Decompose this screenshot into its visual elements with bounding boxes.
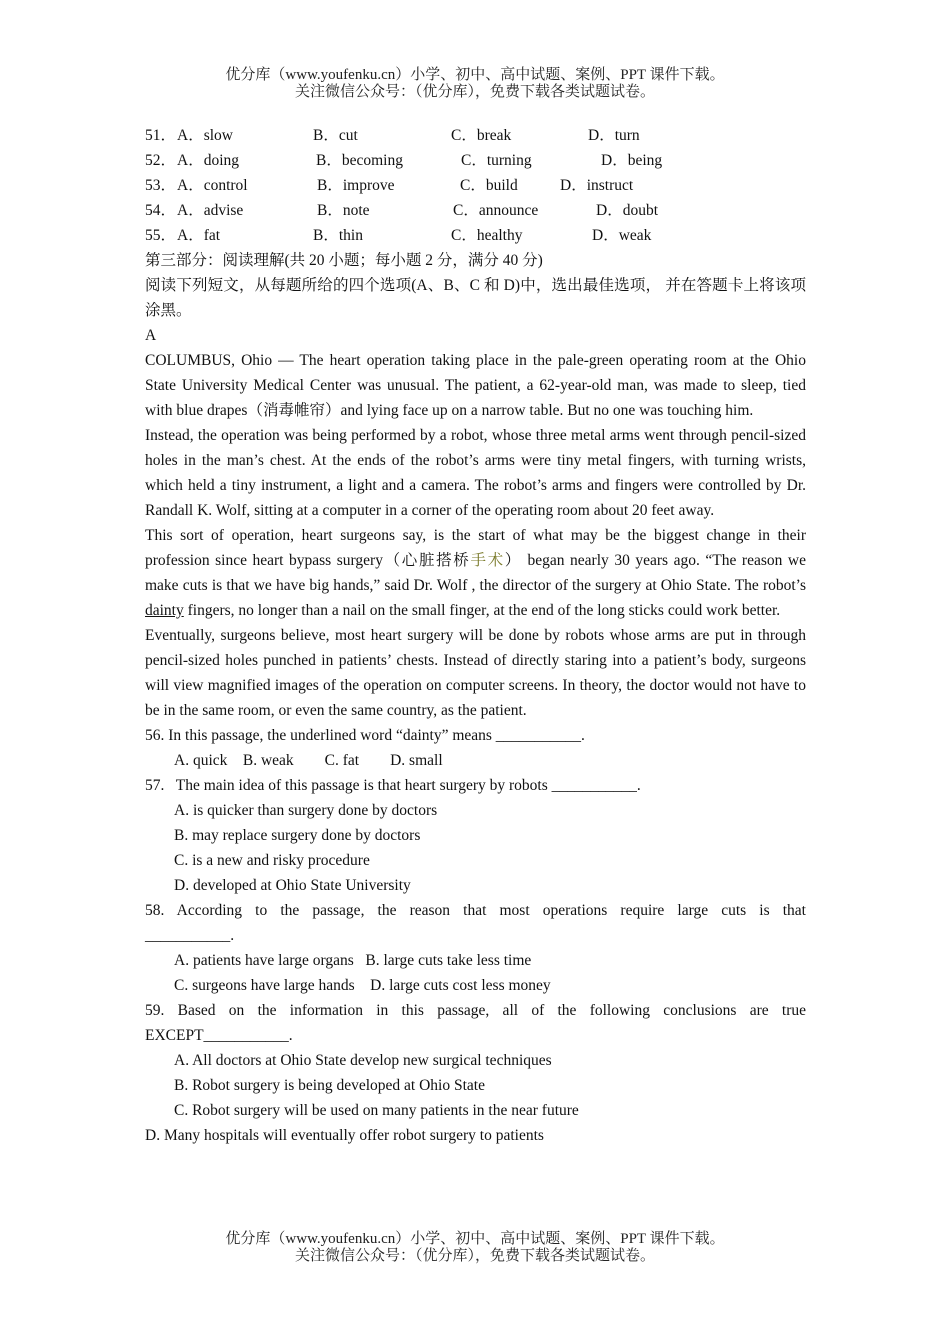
question-56-options: A. quick B. weak C. fat D. small <box>174 752 443 769</box>
paragraph-3-text: This sort of operation, heart surgeons say, is the start of what may be the biggest change in their profession since heart bypass surgery（心脏搭桥 <box>145 527 806 569</box>
question-57-option-c: C. is a new and risky procedure <box>174 852 370 869</box>
question-number: 55． <box>145 227 177 244</box>
question-57: 57. The main idea of this passage is that heart surgery by robots ___________. <box>145 777 641 794</box>
option-b: B．note <box>317 202 370 219</box>
question-56: 56. In this passage, the underlined word “dainty” means ___________. <box>145 727 585 744</box>
question-number: 54． <box>145 202 177 219</box>
question-number: 53． <box>145 177 177 194</box>
header-line-1: 优分库（www.youfenku.cn）小学、初中、高中试题、案例、PPT 课件下载。 <box>225 67 725 83</box>
option-b: B．thin <box>313 227 363 244</box>
section-instruction: 阅读下列短文，从每题所给的四个选项(A、B、C 和 D)中，选出最佳选项， 并在答题卡上将该项涂黑。 <box>145 277 806 319</box>
cloze-question-52 <box>145 148 806 173</box>
option-a: A．slow <box>177 127 233 144</box>
passage-paragraph-2: Instead, the operation was being performed by a robot, whose three metal arms went through pencil-sized holes in the man’s chest. At the ends of the robot’s arms were tiny metal fingers, with turning wrists, which held a tiny instrument, a light and a camera. The robot’s arms and fingers were controlled by Dr. Randall K. Wolf, sitting at a computer in a corner of the operating room about 20 feet away. <box>145 427 806 519</box>
option-c: C．turning <box>461 152 532 169</box>
option-d: D．turn <box>588 127 640 144</box>
cloze-question-55 <box>145 223 806 248</box>
cloze-question-54 <box>145 198 806 223</box>
page-footer <box>0 1231 950 1265</box>
cloze-question-51 <box>145 123 806 148</box>
option-c: C．break <box>451 127 512 144</box>
question-number: 52． <box>145 152 177 169</box>
question-58: 58. According to the passage, the reason that most operations require large cuts is that <box>145 902 806 919</box>
section-title: 第三部分：阅读理解(共 20 小题；每小题 2 分，满分 40 分) <box>145 252 543 269</box>
option-c: C．healthy <box>451 227 523 244</box>
question-58-options-ab: A. patients have large organs B. large cuts take less time <box>174 952 532 969</box>
exam-content <box>145 123 806 1148</box>
option-a: A．advise <box>177 202 244 219</box>
option-c: C．announce <box>453 202 539 219</box>
option-b: B．becoming <box>316 152 403 169</box>
cloze-question-53 <box>145 173 806 198</box>
option-d: D．instruct <box>560 177 634 194</box>
option-a: A．control <box>177 177 248 194</box>
question-number: 51． <box>145 127 177 144</box>
passage-label: A <box>145 327 157 344</box>
question-59-blank: EXCEPT___________. <box>145 1027 293 1044</box>
question-59-option-a: A. All doctors at Ohio State develop new surgical techniques <box>174 1052 552 1069</box>
question-59-option-b: B. Robot surgery is being developed at Ohio State <box>174 1077 485 1094</box>
option-d: D．weak <box>592 227 652 244</box>
question-57-option-d: D. developed at Ohio State University <box>174 877 411 894</box>
option-d: D．being <box>601 152 663 169</box>
header-line-2: 关注微信公众号：（优分库），免费下载各类试题试卷。 <box>294 84 655 100</box>
page-header <box>0 67 950 101</box>
question-59-option-c: C. Robot surgery will be used on many patients in the near future <box>174 1102 579 1119</box>
question-58-options-cd: C. surgeons have large hands D. large cuts cost less money <box>174 977 551 994</box>
underlined-word-dainty: dainty <box>145 602 184 619</box>
question-59-option-d: D. Many hospitals will eventually offer robot surgery to patients <box>145 1127 544 1144</box>
paragraph-3-highlight: 手术 <box>470 552 505 569</box>
option-d: D．doubt <box>596 202 659 219</box>
passage-paragraph-1: COLUMBUS, Ohio — The heart operation taking place in the pale-green operating room at the Ohio State University Medical Center was unusual. The patient, a 62-year-old man, was made to sleep, tied with blue drapes（消毒帷帘）and lying face up on a narrow table. But no one was touching him. <box>145 352 806 419</box>
paragraph-3-text: ） began nearly 30 years ago. “The reason we make cuts is that we have big hands,” said Dr. Wolf , the director of the surgery at Ohio State. The robot’s <box>145 552 806 594</box>
passage-paragraph-3 <box>145 523 806 623</box>
footer-line-1: 优分库（www.youfenku.cn）小学、初中、高中试题、案例、PPT 课件下载。 <box>225 1231 725 1247</box>
question-57-option-a: A. is quicker than surgery done by doctors <box>174 802 438 819</box>
paragraph-3-text: fingers, no longer than a nail on the small finger, at the end of the long sticks could work better. <box>183 602 781 619</box>
option-a: A．fat <box>177 227 221 244</box>
option-c: C．build <box>460 177 518 194</box>
question-59: 59. Based on the information in this passage, all of the following conclusions are true <box>145 1002 806 1019</box>
passage-paragraph-4: Eventually, surgeons believe, most heart surgery will be done by robots whose arms are put in through pencil-sized holes punched in patients’ chests. Instead of directly staring into a patient’s body, surgeons will view magnified images of the operation on computer screens. In theory, the doctor would not have to be in the same room, or even the same country, as the patient. <box>145 627 806 719</box>
option-b: B．cut <box>313 127 358 144</box>
option-a: A．doing <box>177 152 240 169</box>
option-b: B．improve <box>317 177 395 194</box>
question-58-blank: ___________. <box>145 927 235 944</box>
question-57-option-b: B. may replace surgery done by doctors <box>174 827 421 844</box>
footer-line-2: 关注微信公众号：（优分库），免费下载各类试题试卷。 <box>294 1248 655 1264</box>
